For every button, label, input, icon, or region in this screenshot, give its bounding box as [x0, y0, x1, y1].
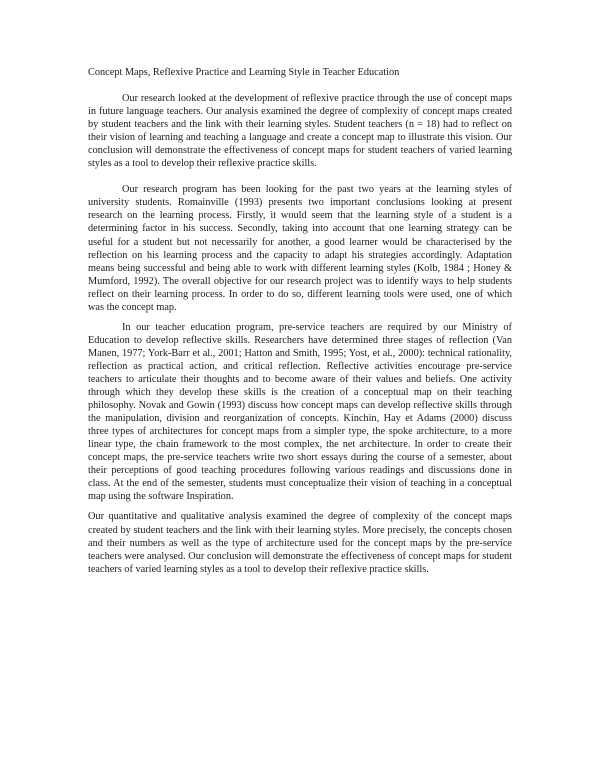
body-paragraph-analysis: Our quantitative and qualitative analysis examined the degree of complexity of the concept maps created by student teachers and the link with their learning styles. More precisely, the concepts chosen and their numbers as well as the type of architecture used for the concept maps by the pre-service teachers were analysed. Our conclusion will demonstrate the effectiveness of concept maps for student teachers of varied learning styles as a tool to develop their reflexive practice skills.	[88, 511, 512, 575]
document-title: Concept Maps, Reflexive Practice and Learning Style in Teacher Education	[88, 67, 400, 78]
body-paragraph-research-program: Our research program has been looking for the past two years at the learning styles of university students. Romainville (1993) presents two important conclusions looking at present research on the learning process. Firstly, it would seem that the learning style of a student is a determining factor in his success. Secondly, taking into account that one learning strategy can be useful for a student but not necessarily for another, a good learner would be characterised by the reflection on his learning process and the capacity to adapt his strategies accordingly. Adaptation means being successful and being able to work with different learning styles (Kolb, 1984 ; Honey & Mumford, 1992). The overall objective for our research project was to identify ways to help students reflect on their learning process. In order to do so, different learning tools were used, one of which was the concept map.	[88, 184, 512, 313]
abstract-paragraph: Our research looked at the development of reflexive practice through the use of concept maps in future language teachers. Our analysis examined the degree of complexity of concept maps created by student teachers and the link with their learning styles. Student teachers (n = 18) had to reflect on their vision of learning and teaching a language and create a concept map to illustrate this vision. Our conclusion will demonstrate the effectiveness of concept maps for student teachers of varied learning styles as a tool to develop their reflexive practice skills.	[88, 93, 512, 170]
document-page	[88, 66, 512, 576]
body-paragraph-teacher-education: In our teacher education program, pre-service teachers are required by our Ministry of Education to develop reflective skills. Researchers have determined three stages of reflection (Van Manen, 1977; York-Barr et al., 2001; Hatton and Smith, 1995; Yost, et al., 2000): technical rationality, reflection as practical action, and critical reflection. Reflective activities encourage pre-service teachers to articulate their thoughts and to become aware of their values and beliefs. One activity through which they develop these skills is the creation of a conceptual map on their teaching philosophy. Novak and Gowin (1993) discuss how concept maps can develop reflective skills through the manipulation, division and reorganization of concepts. Kinchin, Hay et Adams (2000) discuss three types of architectures for concept maps from a simpler type, the spoke architecture, to a more linear type, the chain framework to the most complex, the net architecture. In order to create their concept maps, the pre-service teachers write two short essays during the course of a semester, about their perceptions of good teaching procedures following various readings and discussions done in class. At the end of the semester, students must conceptualize their vision of teaching in a conceptual map using the software Inspiration.	[88, 321, 512, 503]
